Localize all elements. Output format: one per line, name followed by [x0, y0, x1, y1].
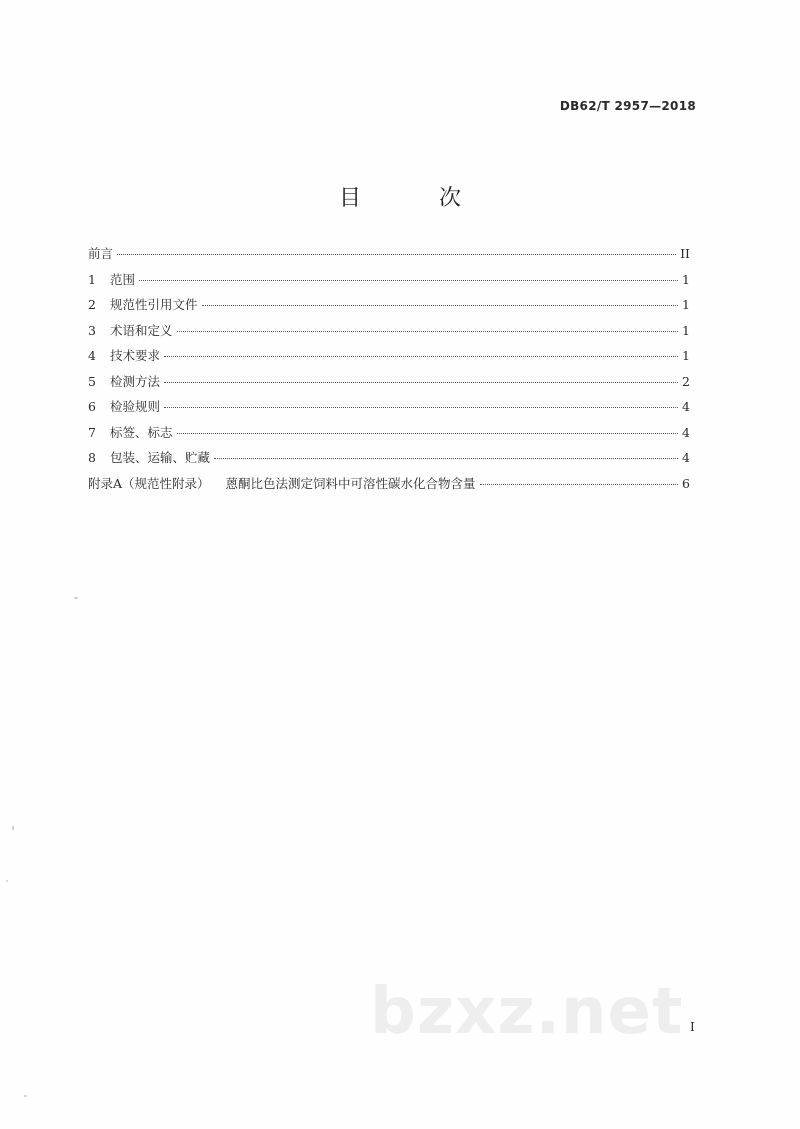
toc-entry-inspection-rules[interactable] — [88, 397, 690, 423]
toc-entry-page: 1 — [682, 322, 690, 338]
toc-entry-label: 检验规则 — [110, 399, 161, 414]
toc-entry-label: 术语和定义 — [110, 322, 173, 338]
toc-entry-page: 2 — [682, 373, 690, 389]
toc-entry-label: 范围 — [110, 271, 136, 287]
toc-entry-number: 4 — [88, 348, 96, 363]
toc-entry-annex-a[interactable] — [88, 474, 690, 500]
toc-leader-dots — [164, 407, 678, 408]
toc-annex-label: 附录A（规范性附录） — [88, 475, 210, 491]
toc-leader-dots — [202, 305, 678, 306]
toc-entry-number: 5 — [88, 373, 96, 389]
toc-entry-number: 3 — [88, 322, 96, 338]
toc-title: 目 次 — [338, 186, 489, 211]
scan-speck — [24, 1095, 27, 1097]
toc-entry-technical-requirements[interactable] — [88, 346, 690, 372]
toc-leader-dots — [139, 280, 678, 281]
toc-entry-label: 规范性引用文件 — [110, 297, 198, 312]
toc-entry-label: 前言 — [88, 246, 114, 261]
toc-entry-label: 标签、标志 — [110, 424, 173, 440]
toc-entry-labeling-marking[interactable] — [88, 423, 690, 449]
toc-entry-number: 1 — [88, 271, 96, 287]
scan-speck — [12, 826, 14, 830]
toc-leader-dots — [177, 331, 678, 332]
page-number: I — [690, 1020, 695, 1034]
toc-leader-dots — [214, 458, 678, 459]
toc-entry-label: 包装、运输、贮藏 — [110, 450, 211, 465]
toc-entry-test-methods[interactable] — [88, 372, 690, 398]
toc-entry-label: 检测方法 — [110, 373, 161, 389]
toc-entry-page: 6 — [682, 475, 690, 491]
watermark-text: bzxz.net — [370, 975, 684, 1049]
toc-annex-title: 蒽酮比色法测定饲料中可溶性碳水化合物含量 — [225, 475, 476, 491]
scan-speck — [6, 880, 8, 882]
toc-entry-label: 技术要求 — [110, 348, 161, 363]
toc-entry-number: 2 — [88, 297, 96, 312]
toc-entry-packaging-transport-storage[interactable] — [88, 448, 690, 474]
scan-speck — [74, 597, 78, 599]
toc-entry-page: II — [680, 246, 690, 261]
table-of-contents — [88, 244, 690, 499]
toc-entry-foreword[interactable] — [88, 244, 690, 270]
toc-entry-number: 8 — [88, 450, 96, 465]
toc-entry-page: 4 — [682, 399, 690, 414]
toc-entry-page: 1 — [682, 297, 690, 312]
toc-leader-dots — [117, 254, 676, 255]
toc-entry-page: 1 — [682, 348, 690, 363]
toc-entry-terms-definitions[interactable] — [88, 321, 690, 347]
toc-entry-page: 4 — [682, 450, 690, 465]
toc-leader-dots — [480, 484, 678, 485]
toc-leader-dots — [164, 382, 678, 383]
toc-entry-normative-references[interactable] — [88, 295, 690, 321]
toc-entry-number: 6 — [88, 399, 96, 414]
toc-leader-dots — [177, 433, 678, 434]
toc-leader-dots — [164, 356, 678, 357]
toc-entry-scope[interactable] — [88, 270, 690, 296]
toc-entry-number: 7 — [88, 424, 96, 440]
document-code: DB62/T 2957—2018 — [559, 99, 696, 113]
toc-entry-page: 4 — [682, 424, 690, 440]
toc-entry-page: 1 — [682, 271, 690, 287]
